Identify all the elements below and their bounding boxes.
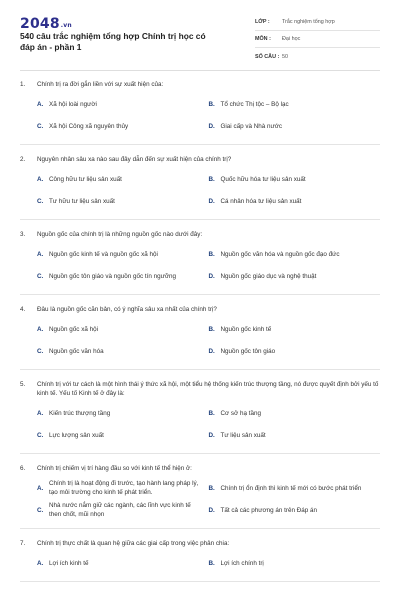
- question-item: [20, 529, 380, 582]
- option-letter: D.: [208, 431, 215, 439]
- meta-value: 50: [282, 53, 288, 60]
- answer-option[interactable]: [37, 318, 209, 340]
- answer-option[interactable]: [209, 318, 381, 340]
- answer-option[interactable]: [37, 115, 209, 137]
- option-letter: C.: [37, 431, 44, 439]
- option-text: Nguồn gốc tôn giáo và nguồn gốc tín ngưỡng: [49, 272, 177, 280]
- question-text: Chính trị thực chất là quan hệ giữa các giai cấp trong việc phân chia:: [37, 540, 230, 547]
- meta-value: Trắc nghiệm tổng hợp: [282, 19, 335, 25]
- option-letter: A.: [37, 250, 44, 258]
- option-text: Tư liệu sản xuất: [220, 431, 266, 439]
- option-text: Tổ chức Thị tộc – Bộ lạc: [220, 100, 289, 108]
- option-letter: A.: [37, 100, 44, 108]
- option-letter: C.: [37, 122, 44, 130]
- answer-option[interactable]: [37, 168, 209, 190]
- option-letter: A.: [37, 559, 44, 567]
- question-text: Nguồn gốc của chính trị là những nguồn gốc nào dưới đây:: [37, 231, 203, 238]
- option-text: Cơ sở hạ tầng: [220, 409, 261, 417]
- option-text: Xã hội Công xã nguyên thủy: [49, 122, 129, 130]
- answer-option[interactable]: [209, 93, 381, 115]
- question-header: [20, 80, 380, 89]
- question-header: [20, 155, 380, 164]
- option-letter: B.: [208, 175, 215, 183]
- question-number: 7.: [20, 540, 26, 547]
- answer-options: [20, 552, 380, 574]
- answer-options: [20, 168, 380, 212]
- answer-option[interactable]: [37, 424, 209, 446]
- question-number: 1.: [20, 81, 26, 88]
- option-text: Nguồn gốc kinh tế: [220, 325, 272, 333]
- option-text: Lợi ích chính trị: [220, 559, 264, 567]
- question-item: [20, 220, 380, 295]
- answer-option[interactable]: [37, 499, 209, 521]
- option-letter: B.: [208, 484, 215, 492]
- answer-option[interactable]: [209, 190, 381, 212]
- option-letter: C.: [37, 197, 44, 205]
- option-text: Lợi ích kinh tế: [49, 559, 89, 567]
- option-letter: C.: [37, 347, 44, 355]
- option-letter: C.: [37, 272, 44, 280]
- answer-option[interactable]: [37, 265, 209, 287]
- answer-option[interactable]: [209, 243, 381, 265]
- option-text: Kiến trúc thượng tầng: [49, 409, 111, 417]
- meta-label: MÔN :: [255, 36, 271, 42]
- answer-option[interactable]: [37, 477, 209, 499]
- option-letter: D.: [208, 347, 215, 355]
- meta-row: [255, 48, 380, 65]
- answer-option[interactable]: [37, 340, 209, 362]
- question-item: [20, 145, 380, 220]
- answer-option[interactable]: [37, 243, 209, 265]
- question-text: Đâu là nguồn gốc căn bản, có ý nghĩa sâu xa nhất của chính trị?: [37, 306, 217, 313]
- option-letter: B.: [208, 250, 215, 258]
- question-item: [20, 370, 380, 454]
- option-text: Nguồn gốc tôn giáo: [220, 347, 276, 355]
- question-text: Chính trị với tư cách là một hình thái ý thức xã hội, một tiểu hệ thống kiến trúc thượng tầng, nó được quyết định bởi yếu tố kinh tế. Yếu tố Kinh tế ở đây là:: [37, 381, 379, 397]
- answer-option[interactable]: [209, 499, 381, 521]
- meta-label: SỐ CÂU :: [255, 53, 280, 60]
- answer-options: [20, 402, 380, 446]
- option-letter: B.: [208, 325, 215, 333]
- question-header: [20, 230, 380, 239]
- option-text: Chính trị là hoạt động đi trước, tạo hành lang pháp lý, tạo môi trường cho kinh tế phát triển.: [49, 480, 199, 496]
- question-number: 2.: [20, 156, 26, 163]
- answer-option[interactable]: [37, 552, 209, 574]
- question-number: 3.: [20, 231, 26, 238]
- question-item: [20, 454, 380, 529]
- option-text: Tất cả các phương án trên Đáp án: [220, 506, 318, 514]
- option-text: Nhà nước nắm giữ các ngành, các lĩnh vực kinh tế then chốt, mũi nhọn: [49, 502, 191, 518]
- option-text: Lực lượng sản xuất: [49, 431, 104, 439]
- answer-option[interactable]: [209, 402, 381, 424]
- option-text: Nguồn gốc kinh tế và nguồn gốc xã hội: [49, 250, 158, 258]
- question-item: [20, 295, 380, 370]
- option-text: Nguồn gốc giáo dục và nghệ thuật: [220, 272, 317, 280]
- question-number: 6.: [20, 465, 26, 472]
- option-text: Giai cấp và Nhà nước: [220, 122, 283, 130]
- question-number: 5.: [20, 381, 26, 388]
- question-text: Chính trị chiếm vị trí hàng đầu so với kinh tế thể hiện ở:: [37, 465, 192, 472]
- option-letter: B.: [208, 559, 215, 567]
- option-text: Chính trị ổn định thì kinh tế mới có bước phát triển: [220, 484, 362, 492]
- answer-options: [20, 243, 380, 287]
- option-letter: B.: [208, 100, 215, 108]
- question-text: Nguyên nhân sâu xa nào sau đây dẫn đến sự xuất hiện của chính trị?: [37, 156, 232, 163]
- site-logo[interactable]: [20, 16, 72, 32]
- meta-label: LỚP :: [255, 19, 270, 25]
- answer-options: [20, 318, 380, 362]
- option-text: Nguồn gốc văn hóa: [49, 347, 104, 355]
- logo-tld: .vn: [60, 22, 72, 29]
- question-header: [20, 464, 380, 473]
- option-letter: D.: [208, 506, 215, 514]
- question-list: [20, 80, 380, 582]
- option-text: Cá nhân hóa tư liệu sản xuất: [220, 197, 302, 205]
- answer-options: [20, 477, 380, 521]
- answer-option[interactable]: [209, 552, 381, 574]
- answer-option[interactable]: [209, 115, 381, 137]
- question-header: [20, 539, 380, 548]
- header-divider: [20, 70, 380, 71]
- option-text: Công hữu tư liệu sản xuất: [49, 175, 122, 183]
- option-letter: B.: [208, 409, 215, 417]
- document-meta: [255, 14, 380, 65]
- option-letter: A.: [37, 325, 44, 333]
- question-text: Chính trị ra đời gắn liền với sự xuất hiện của:: [37, 81, 164, 88]
- answer-option[interactable]: [209, 477, 381, 499]
- option-letter: A.: [37, 484, 44, 492]
- meta-row: [255, 31, 380, 48]
- answer-option[interactable]: [37, 402, 209, 424]
- option-text: Xã hội loài người: [49, 100, 97, 108]
- question-header: [20, 380, 380, 398]
- option-letter: C.: [37, 506, 44, 514]
- option-text: Nguồn gốc văn hóa và nguồn gốc đạo đức: [220, 250, 340, 258]
- option-letter: D.: [208, 122, 215, 130]
- answer-option[interactable]: [37, 190, 209, 212]
- option-text: Quốc hữu hóa tư liệu sản xuất: [220, 175, 306, 183]
- question-header: [20, 305, 380, 314]
- question-number: 4.: [20, 306, 26, 313]
- meta-value: Đại học: [282, 36, 301, 42]
- option-text: Nguồn gốc xã hội: [49, 325, 99, 333]
- option-letter: D.: [208, 197, 215, 205]
- document-title: 540 câu trắc nghiệm tổng hợp Chính trị học có đáp án - phần 1: [20, 31, 206, 52]
- answer-option[interactable]: [209, 424, 381, 446]
- option-text: Tư hữu tư liệu sản xuất: [49, 197, 115, 205]
- logo-text: 2048: [20, 16, 60, 32]
- option-letter: A.: [37, 175, 44, 183]
- option-letter: A.: [37, 409, 44, 417]
- question-item: [20, 80, 380, 145]
- answer-option[interactable]: [209, 265, 381, 287]
- option-letter: D.: [208, 272, 215, 280]
- answer-option[interactable]: [37, 93, 209, 115]
- document-header: [0, 0, 400, 70]
- answer-options: [20, 93, 380, 137]
- answer-option[interactable]: [209, 168, 381, 190]
- meta-row: [255, 14, 380, 31]
- answer-option[interactable]: [209, 340, 381, 362]
